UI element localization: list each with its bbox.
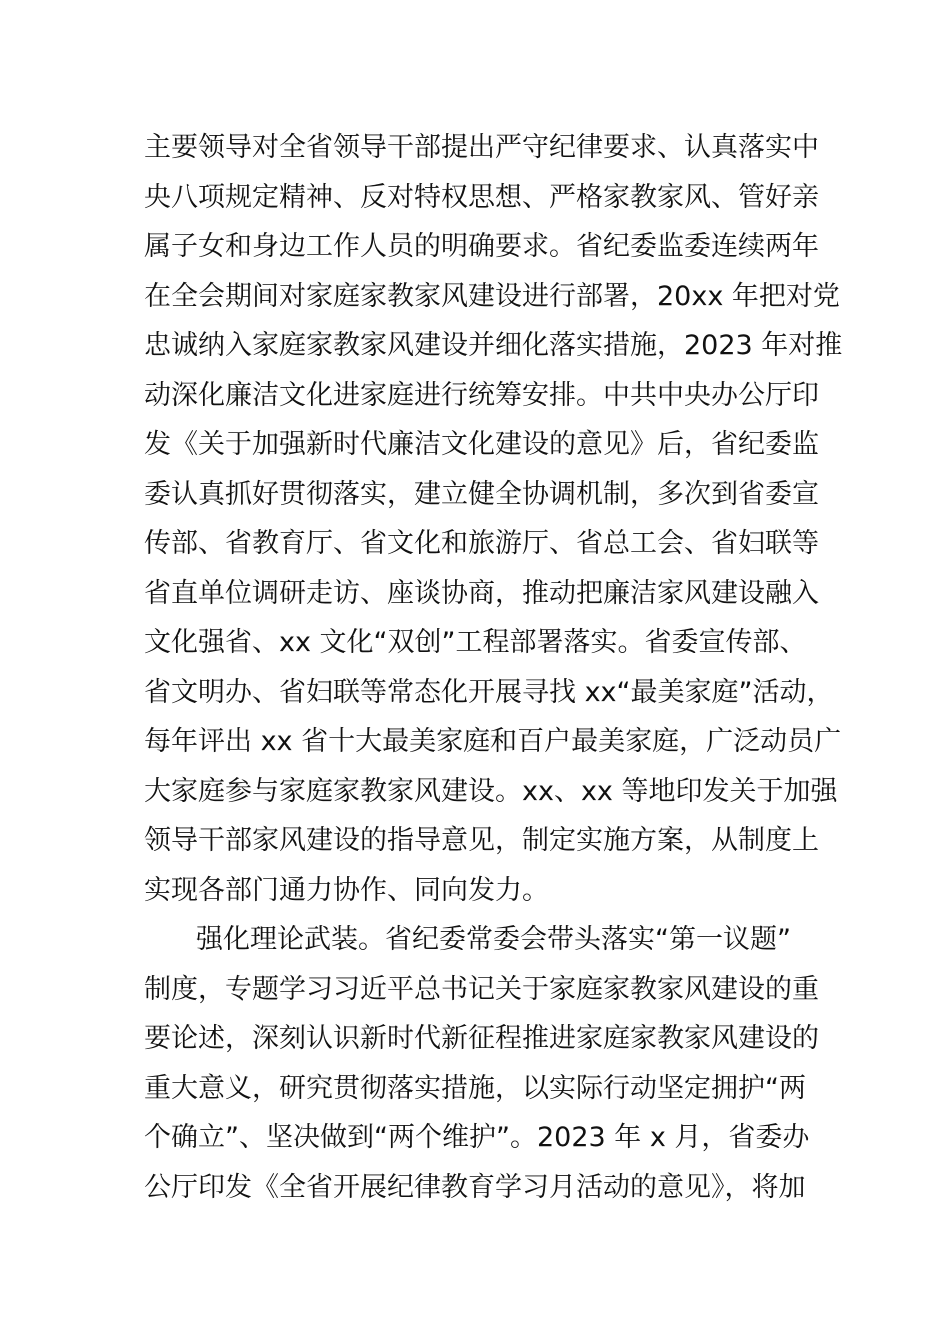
text-line: 重大意义，研究贯彻落实措施，以实际行动坚定拥护“两: [144, 1072, 806, 1104]
text-line: 个确立”、坚决做到“两个维护”。2023 年 x 月，省委办: [144, 1122, 810, 1153]
text-line: 主要领导对全省领导干部提出严守纪律要求、认真落实中: [144, 132, 819, 163]
text-line: 领导干部家风建设的指导意见，制定实施方案，从制度上: [144, 825, 819, 856]
text-line: 制度，专题学习习近平总书记关于家庭家教家风建设的重: [144, 973, 819, 1005]
body-text: [144, 123, 843, 1212]
text-line: 每年评出 xx 省十大最美家庭和百户最美家庭，广泛动员广: [144, 726, 842, 757]
text-line: 实现各部门通力协作、同向发力。: [144, 874, 549, 906]
text-line: 委认真抓好贯彻落实，建立健全协调机制，多次到省委宣: [144, 478, 819, 510]
text-line: 省直单位调研走访、座谈协商，推动把廉洁家风建设融入: [144, 577, 819, 609]
text-line: 动深化廉洁文化进家庭进行统筹安排。中共中央办公厅印: [144, 379, 819, 411]
text-line: 省文明办、省妇联等常态化开展寻找 xx“最美家庭”活动，: [144, 676, 834, 708]
text-line: 要论述，深刻认识新时代新征程推进家庭家教家风建设的: [144, 1023, 819, 1054]
text-line: 大家庭参与家庭家教家风建设。xx、xx 等地印发关于加强: [144, 775, 838, 807]
text-line: 传部、省教育厅、省文化和旅游厅、省总工会、省妇联等: [144, 528, 819, 559]
text-line: 属子女和身边工作人员的明确要求。省纪委监委连续两年: [144, 231, 819, 262]
text-line: 发《关于加强新时代廉洁文化建设的意见》后，省纪委监: [144, 429, 819, 460]
text-line: 公厅印发《全省开展纪律教育学习月活动的意见》，将加: [144, 1171, 806, 1203]
text-line: 文化强省、xx 文化“双创”工程部署落实。省委宣传部、: [144, 627, 807, 658]
text-line: 央八项规定精神、反对特权思想、严格家教家风、管好亲: [144, 181, 819, 213]
paragraph-start-line: 强化理论武装。省纪委常委会带头落实“第一议题”: [196, 924, 791, 955]
text-line: 在全会期间对家庭家教家风建设进行部署，20xx 年把对党: [144, 280, 840, 312]
text-line: 忠诚纳入家庭家教家风建设并细化落实措施，2023 年对推: [144, 330, 843, 361]
